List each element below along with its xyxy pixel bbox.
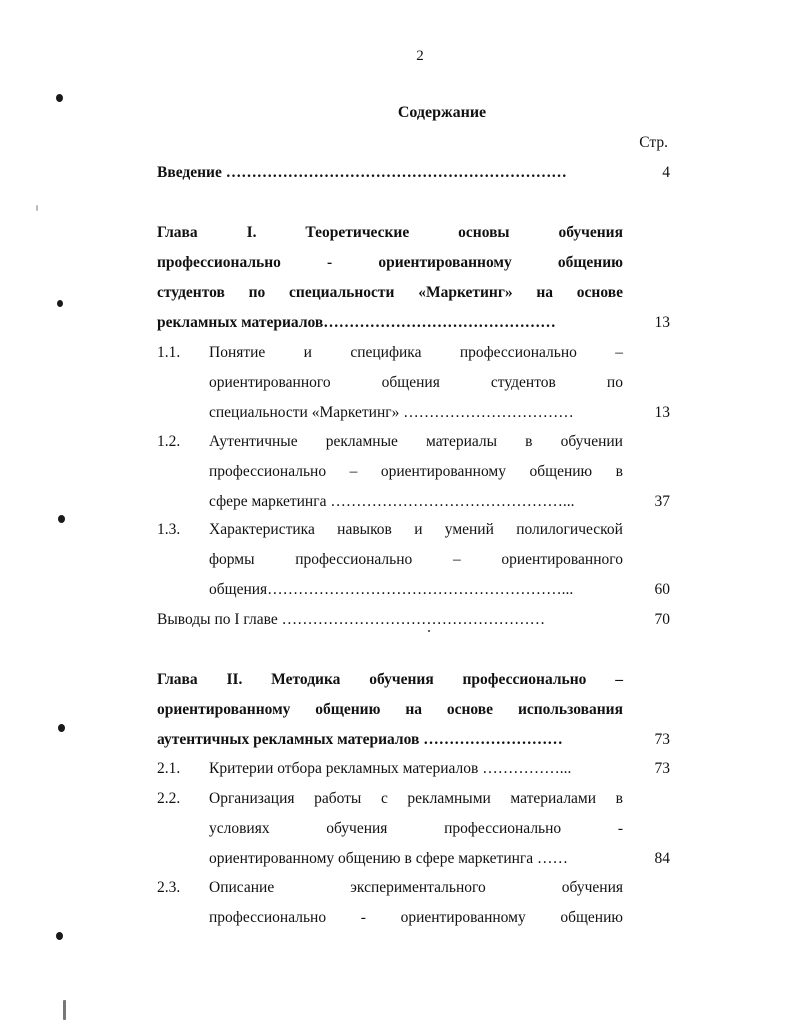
scan-speck [63, 1000, 66, 1020]
toc-page-number: 73 [654, 731, 670, 748]
toc-entry-text [157, 248, 623, 278]
binding-hole-mark [58, 724, 65, 732]
word: обучения [369, 671, 434, 688]
word: профессионально [209, 463, 327, 480]
word: студентов [490, 374, 556, 391]
word: умений [444, 521, 494, 538]
word: общению [315, 701, 381, 718]
word: – [349, 463, 358, 480]
toc-entry-text: Критерии отбора рекламных материалов ……………... [209, 760, 572, 777]
page-title: Содержание [397, 104, 487, 121]
word: условиях [209, 820, 270, 837]
binding-hole-mark [57, 300, 63, 307]
toc-section-number: 1.3. [157, 521, 181, 538]
toc-entry-text [209, 784, 623, 814]
toc-page-number: 13 [654, 314, 670, 331]
word: полилогической [516, 521, 623, 538]
toc-page-number: 60 [654, 581, 670, 598]
word: основе [446, 701, 494, 718]
word: общению [560, 909, 623, 926]
word: специальности [289, 284, 395, 301]
word: по [248, 284, 266, 301]
word: ориентированному [400, 909, 526, 926]
toc-section-number: 2.1. [157, 760, 181, 777]
word: рекламные [325, 433, 398, 450]
word: ориентированному [378, 254, 512, 271]
word: Методика [271, 671, 341, 688]
word: общения [381, 374, 440, 391]
word: с [380, 790, 388, 807]
word: профессионально [157, 254, 281, 271]
word: обучения [326, 820, 388, 837]
word: экспериментального [350, 879, 486, 896]
word: работы [314, 790, 362, 807]
toc-entry-text: общения…………………………………………………... [209, 581, 574, 598]
word: материалы [426, 433, 498, 450]
toc-section-number: 2.2. [157, 790, 181, 807]
word: II. [226, 671, 243, 688]
word: Глава [157, 224, 198, 241]
toc-entry-text [209, 814, 623, 844]
word: профессионально [462, 671, 587, 688]
word: – [615, 344, 623, 361]
toc-section-number: 1.1. [157, 344, 181, 361]
toc-entry-text [209, 515, 623, 545]
toc-entry-text [209, 545, 623, 575]
toc-page-number: 84 [654, 850, 670, 867]
word: ориентированного [209, 374, 331, 391]
word: ориентированному [380, 463, 506, 480]
word: студентов [157, 284, 225, 301]
word: и [303, 344, 312, 361]
word: основе [576, 284, 623, 301]
toc-entry-text: специальности «Маркетинг» …………………………… [209, 404, 574, 421]
toc-page-number: 4 [662, 164, 670, 181]
word: и [414, 521, 423, 538]
toc-entry-text [157, 665, 623, 695]
word: Глава [157, 671, 198, 688]
word: специфика [350, 344, 422, 361]
toc-page-number: 37 [654, 493, 670, 510]
page-number: 2 [416, 48, 424, 64]
toc-entry-text: рекламных материалов……………………………………… [157, 314, 556, 331]
word: в [615, 790, 623, 807]
toc-entry-text [209, 338, 623, 368]
toc-entry-text [209, 368, 623, 398]
word: - [327, 254, 333, 271]
word: рекламными [407, 790, 491, 807]
word: Характеристика [209, 521, 315, 538]
word: ориентированного [501, 551, 623, 568]
word: Организация [209, 790, 295, 807]
word: - [617, 820, 623, 837]
toc-page-number: 70 [654, 611, 670, 628]
word: профессионально [295, 551, 413, 568]
word: на [536, 284, 554, 301]
word: профессионально [444, 820, 562, 837]
toc-entry-text [157, 278, 623, 308]
scan-speck [36, 205, 38, 211]
toc-entry-text: Выводы по I главе …………………………………………… [157, 611, 546, 628]
toc-page-number: 73 [654, 760, 670, 777]
word: обучения [561, 879, 623, 896]
word: общению [557, 254, 623, 271]
binding-hole-mark [56, 932, 63, 940]
word: формы [209, 551, 255, 568]
word: – [452, 551, 461, 568]
word: - [360, 909, 366, 926]
scan-speck [428, 630, 430, 632]
word: Теоретические [305, 224, 410, 241]
binding-hole-mark [56, 94, 63, 102]
word: Аутентичные [209, 433, 298, 450]
toc-entry-text [209, 427, 623, 457]
word: – [615, 671, 623, 688]
toc-entry-text [209, 873, 623, 903]
word: обучения [558, 224, 623, 241]
word: в [615, 463, 623, 480]
toc-entry-text [209, 903, 623, 933]
word: на [405, 701, 422, 718]
word: материалами [510, 790, 597, 807]
word: использования [517, 701, 623, 718]
word: Понятие [209, 344, 266, 361]
toc-entry-text: сфере маркетинга ………………………………………... [209, 493, 575, 510]
word: навыков [337, 521, 392, 538]
word: основы [458, 224, 510, 241]
word: ориентированному [157, 701, 291, 718]
word: по [606, 374, 623, 391]
toc-entry-text [157, 218, 623, 248]
toc-entry-text: Введение ………………………………………………………… [157, 164, 567, 181]
word: в [525, 433, 533, 450]
toc-section-number: 2.3. [157, 879, 181, 896]
word: «Маркетинг» [418, 284, 513, 301]
binding-hole-mark [58, 515, 65, 523]
toc-entry-text [209, 457, 623, 487]
word: профессионально [209, 909, 327, 926]
word: обучении [560, 433, 623, 450]
toc-entry-text [157, 695, 623, 725]
toc-section-number: 1.2. [157, 433, 181, 450]
word: Описание [209, 879, 275, 896]
toc-entry-text: ориентированному общению в сфере маркетинга …… [209, 850, 569, 867]
word: I. [246, 224, 257, 241]
word: общению [529, 463, 593, 480]
toc-entry-text: аутентичных рекламных материалов ……………………… [157, 731, 563, 748]
page-column-label: Стр. [639, 134, 668, 151]
toc-page-number: 13 [654, 404, 670, 421]
word: профессионально [459, 344, 577, 361]
